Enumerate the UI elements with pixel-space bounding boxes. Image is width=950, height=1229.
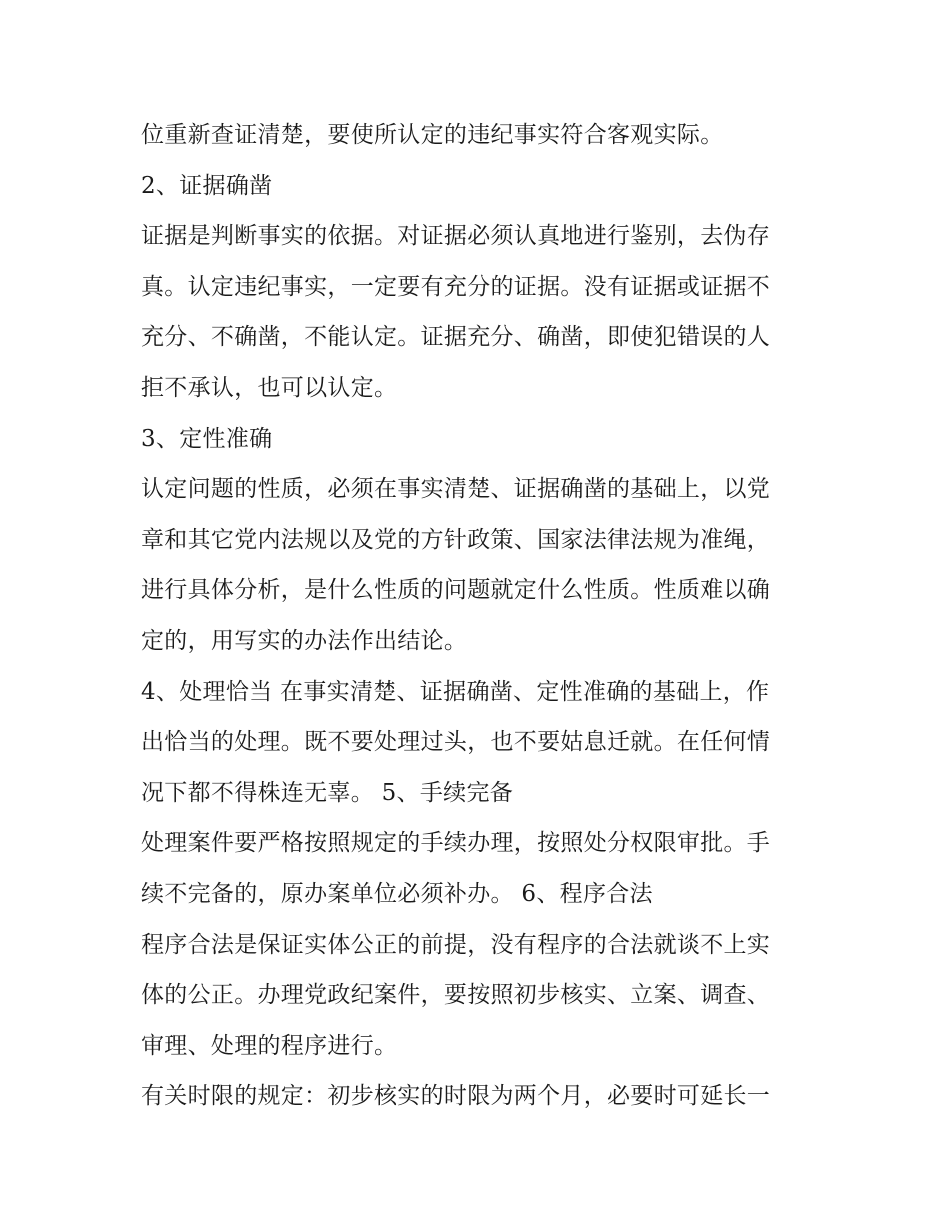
text-line: 进行具体分析，是什么性质的问题就定什么性质。性质难以确 <box>141 577 771 604</box>
text-line: 体的公正。办理党政纪案件，要按照初步核实、立案、调查、 <box>141 982 771 1009</box>
text-line: 程序合法是保证实体公正的前提，没有程序的合法就谈不上实 <box>141 931 771 958</box>
text-line: 处理案件要严格按照规定的手续办理，按照处分权限审批。手 <box>141 830 771 857</box>
text-line: 认定问题的性质，必须在事实清楚、证据确凿的基础上，以党 <box>141 476 771 503</box>
text-line: 有关时限的规定：初步核实的时限为两个月，必要时可延长一 <box>141 1083 771 1110</box>
text-line: 续不完备的，原办案单位必须补办。 6、程序合法 <box>141 880 653 907</box>
text-line: 况下都不得株连无辜。 5、手续完备 <box>141 779 514 806</box>
text-line: 真。认定违纪事实，一定要有充分的证据。没有证据或证据不 <box>141 273 771 300</box>
text-line: 拒不承认，也可以认定。 <box>141 374 398 401</box>
text-line: 审理、处理的程序进行。 <box>141 1032 398 1059</box>
text-line: 4、处理恰当 在事实清楚、证据确凿、定性准确的基础上，作 <box>141 678 770 705</box>
text-line: 充分、不确凿，不能认定。证据充分、确凿，即使犯错误的人 <box>141 324 771 351</box>
text-line: 定的，用写实的办法作出结论。 <box>141 627 468 654</box>
section-heading: 2、证据确凿 <box>141 172 273 199</box>
text-line: 位重新查证清楚，要使所认定的违纪事实符合客观实际。 <box>141 122 724 148</box>
text-line: 出恰当的处理。既不要处理过头，也不要姑息迁就。在任何情 <box>141 729 771 756</box>
text-line: 证据是判断事实的依据。对证据必须认真地进行鉴别，去伪存 <box>141 223 771 250</box>
document-body <box>141 110 821 1122</box>
text-line: 章和其它党内法规以及党的方针政策、国家法律法规为准绳， <box>141 526 771 553</box>
section-heading: 3、定性准确 <box>141 425 273 452</box>
